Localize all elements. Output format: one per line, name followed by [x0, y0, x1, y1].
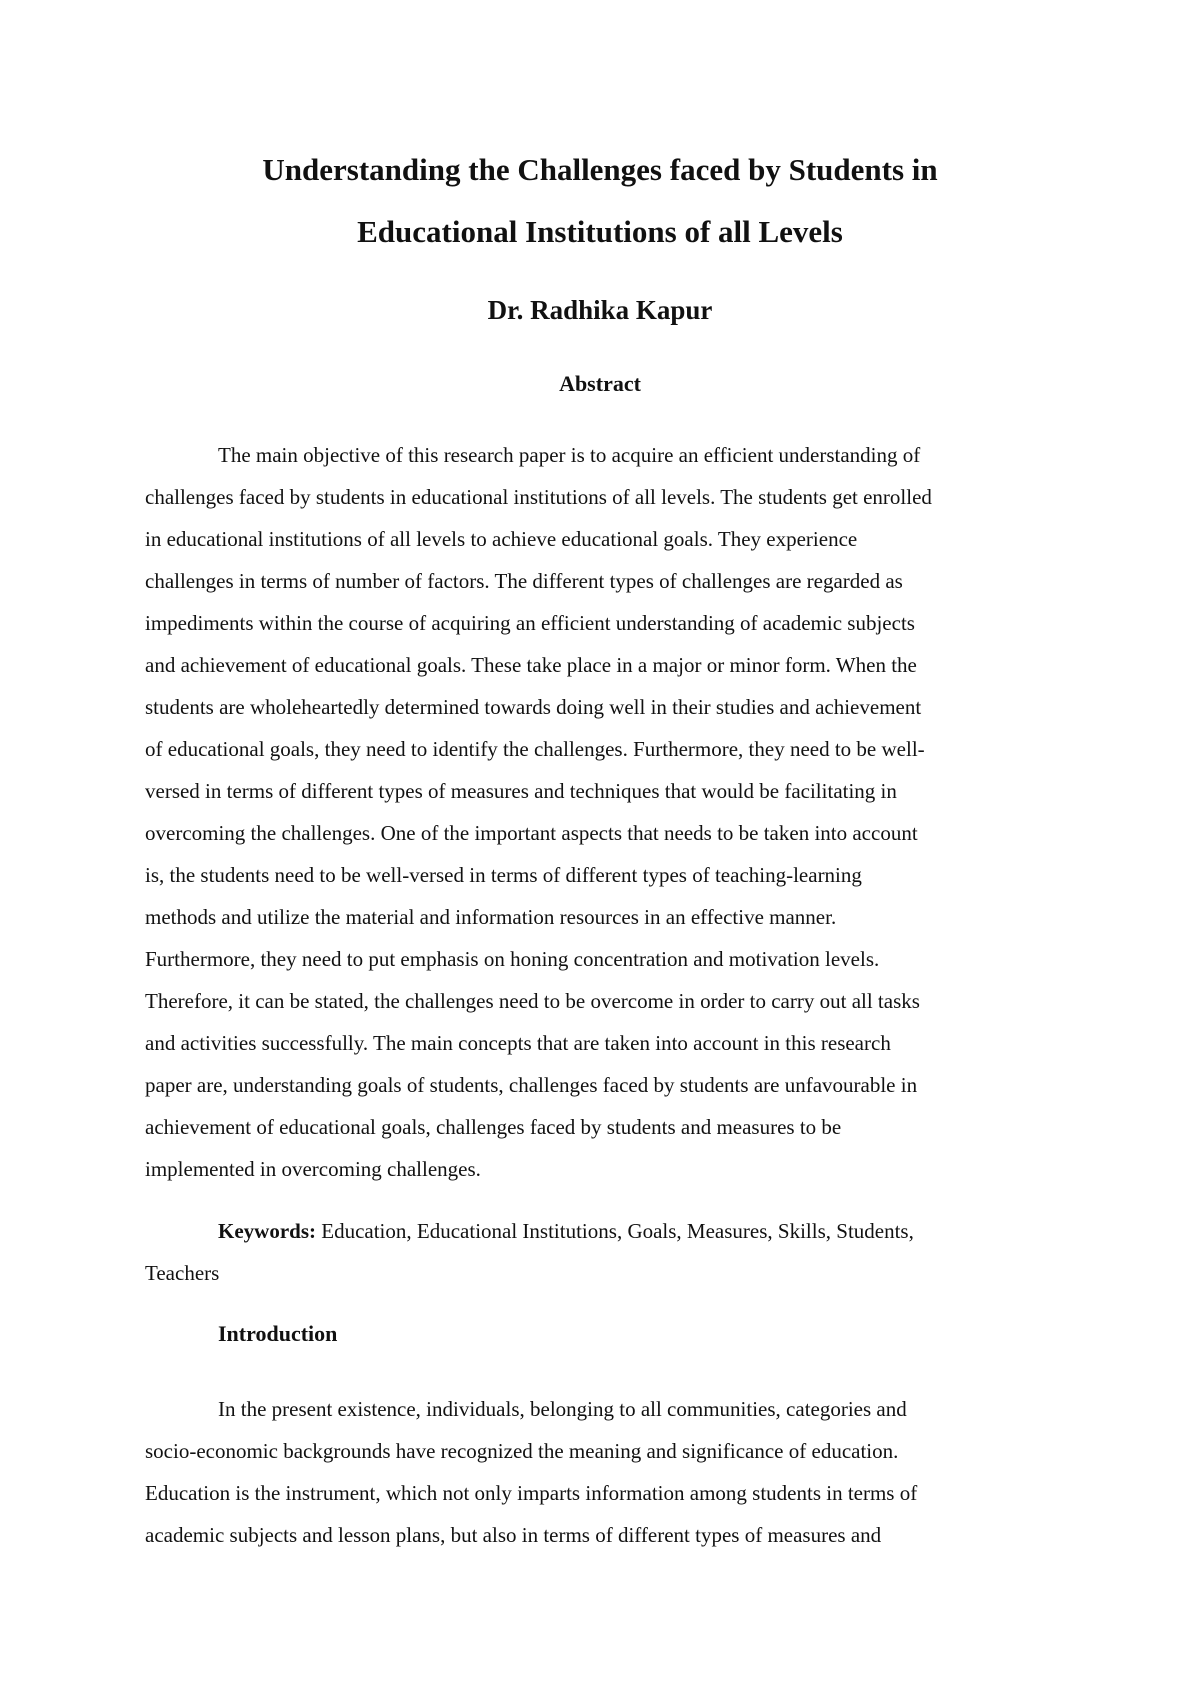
abstract-line: implemented in overcoming challenges.: [145, 1157, 481, 1181]
keywords-line-continued: Teachers: [145, 1261, 220, 1285]
keywords-label: Keywords:: [218, 1219, 316, 1243]
abstract-line: of educational goals, they need to identify the challenges. Furthermore, they need to be well-: [145, 737, 925, 761]
abstract-line: paper are, understanding goals of students, challenges faced by students are unfavourable in: [145, 1073, 918, 1097]
paper-title-line-1: Understanding the Challenges faced by Students in: [262, 152, 938, 187]
keywords-paragraph: [145, 1210, 1065, 1294]
abstract-line: methods and utilize the material and information resources in an effective manner.: [145, 905, 837, 929]
intro-line: In the present existence, individuals, belonging to all communities, categories and: [218, 1397, 907, 1421]
abstract-paragraph: [145, 434, 1065, 1190]
abstract-line: versed in terms of different types of measures and techniques that would be facilitating in: [145, 779, 897, 803]
abstract-line: impediments within the course of acquiring an efficient understanding of academic subjects: [145, 611, 915, 635]
intro-line: Education is the instrument, which not only imparts information among students in terms of: [145, 1481, 918, 1505]
abstract-line: challenges in terms of number of factors. The different types of challenges are regarded as: [145, 569, 903, 593]
intro-line: academic subjects and lesson plans, but also in terms of different types of measures and: [145, 1523, 882, 1547]
abstract-line: overcoming the challenges. One of the important aspects that needs to be taken into account: [145, 821, 918, 845]
abstract-line: and achievement of educational goals. These take place in a major or minor form. When the: [145, 653, 917, 677]
abstract-line: challenges faced by students in educational institutions of all levels. The students get enrolled: [145, 485, 932, 509]
abstract-line: is, the students need to be well-versed in terms of different types of teaching-learning: [145, 863, 862, 887]
abstract-line: students are wholeheartedly determined towards doing well in their studies and achievement: [145, 695, 922, 719]
introduction-heading: Introduction: [218, 1321, 338, 1346]
abstract-line: The main objective of this research paper is to acquire an efficient understanding of: [218, 443, 921, 467]
abstract-heading: Abstract: [559, 371, 641, 396]
abstract-line: and activities successfully. The main concepts that are taken into account in this research: [145, 1031, 891, 1055]
abstract-line: in educational institutions of all levels to achieve educational goals. They experience: [145, 527, 858, 551]
abstract-line: Therefore, it can be stated, the challenges need to be overcome in order to carry out all tasks: [145, 989, 920, 1013]
paper-title-line-2: Educational Institutions of all Levels: [357, 214, 843, 249]
keywords-line: [145, 1210, 1065, 1252]
intro-line: socio-economic backgrounds have recognized the meaning and significance of education.: [145, 1439, 899, 1463]
author-name: Dr. Radhika Kapur: [487, 295, 713, 325]
introduction-paragraph: [145, 1388, 1065, 1556]
keywords-list: Education, Educational Institutions, Goals, Measures, Skills, Students,: [316, 1219, 914, 1243]
abstract-line: achievement of educational goals, challenges faced by students and measures to be: [145, 1115, 842, 1139]
abstract-line: Furthermore, they need to put emphasis on honing concentration and motivation levels.: [145, 947, 880, 971]
